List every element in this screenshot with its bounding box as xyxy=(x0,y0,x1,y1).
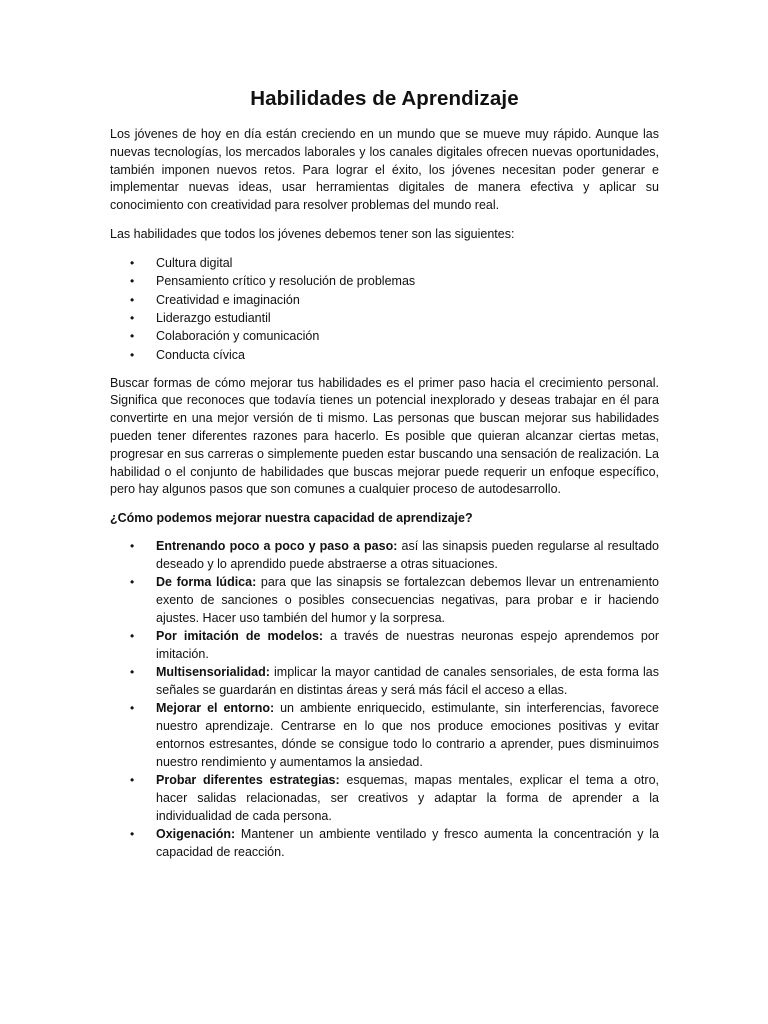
tip-text: así las sinapsis pueden regularse al resultado deseado y lo aprendido puede abstraerse a otras situaciones. xyxy=(156,538,659,571)
skill-label: Cultura digital xyxy=(156,255,233,270)
tip-term: Multisensorialidad: xyxy=(156,665,270,680)
tip-text: un ambiente enriquecido, estimulante, sin interferencias, favorece nuestro aprendizaje. Centrarse en lo que nos produce emociones positivas y evitar entornos estresantes, dónde se consigue todo lo contrario a aprender, pues disminuimos nuestro rendimiento y aumentamos la ansiedad. xyxy=(156,701,659,769)
tip-term: De forma lúdica: xyxy=(156,575,257,590)
intro-paragraph: Los jóvenes de hoy en día están creciendo en un mundo que se mueve muy rápido. Aunque las nuevas tecnologías, los mercados laborales y los canales digitales ofrecen nuevas oportunidades, también imponen nuevos retos. Para lograr el éxito, los jóvenes necesitan poder generar e implementar nuevas ideas, usar herramientas digitales de manera efectiva y aplicar su conocimiento con creatividad para resolver problemas del mundo real. xyxy=(110,127,659,213)
list-item xyxy=(110,664,659,700)
bullet-icon: • xyxy=(130,538,135,553)
bullet-icon: • xyxy=(130,310,135,325)
document-title: Habilidades de Aprendizaje xyxy=(250,87,519,110)
skill-label: Conducta cívica xyxy=(156,347,245,362)
bullet-icon: • xyxy=(130,665,135,680)
list-item xyxy=(110,574,659,627)
tip-term: Mejorar el entorno: xyxy=(156,701,275,716)
question-heading: ¿Cómo podemos mejorar nuestra capacidad de aprendizaje? xyxy=(110,511,473,526)
tip-term: Probar diferentes estrategias: xyxy=(156,773,340,788)
bullet-icon: • xyxy=(130,701,135,716)
skill-label: Colaboración y comunicación xyxy=(156,329,320,344)
list-item xyxy=(110,273,659,291)
tip-text: a través de nuestras neuronas espejo aprendemos por imitación. xyxy=(156,629,659,661)
skills-intro-paragraph: Las habilidades que todos los jóvenes debemos tener son las siguientes: xyxy=(110,226,515,241)
tip-text: esquemas, mapas mentales, explicar el tema a otro, hacer salidas relacionadas, ser creativos y adaptar la forma de aprender a la individualidad de cada persona. xyxy=(156,773,659,823)
bullet-icon: • xyxy=(130,347,135,362)
tip-term: Oxigenación: xyxy=(156,827,236,842)
skill-label: Creatividad e imaginación xyxy=(156,292,300,307)
skill-label: Liderazgo estudiantil xyxy=(156,310,271,325)
bullet-icon: • xyxy=(130,575,135,590)
list-item xyxy=(110,826,659,862)
list-item xyxy=(110,292,659,310)
tips-list xyxy=(110,538,659,862)
tip-term: Por imitación de modelos: xyxy=(156,629,324,644)
list-item xyxy=(110,255,659,273)
bullet-icon: • xyxy=(130,274,135,289)
skills-list xyxy=(110,255,659,365)
growth-paragraph: Buscar formas de cómo mejorar tus habilidades es el primer paso hacia el crecimiento personal. Significa que reconoces que todavía tienes un potencial inexplorado y deseas trabajar en él para convertirte en una mejor versión de ti mismo. Las personas que buscan mejorar sus habilidades pueden tener diferentes razones para hacerlo. Es posible que quieran alcanzar ciertas metas, progresar en sus carreras o simplemente pueden estar buscando una sensación de realización. La habilidad o el conjunto de habilidades que buscas mejorar puede requerir un enfoque específico, pero hay algunos pasos que son comunes a cualquier proceso de autodesarrollo. xyxy=(110,375,659,497)
list-item xyxy=(110,347,659,365)
document-page xyxy=(110,86,659,872)
list-item xyxy=(110,772,659,825)
tip-text: para que las sinapsis se fortalezcan debemos llevar un entrenamiento exento de sanciones o posibles consecuencias negativas, para probar e ir haciendo ajustes. Hacer uso también del humor y la sorpresa. xyxy=(156,575,659,625)
list-item xyxy=(110,538,659,574)
list-item xyxy=(110,700,659,771)
list-item xyxy=(110,628,659,664)
bullet-icon: • xyxy=(130,827,135,842)
skill-label: Pensamiento crítico y resolución de problemas xyxy=(156,274,416,289)
bullet-icon: • xyxy=(130,629,135,644)
tip-term: Entrenando poco a poco y paso a paso: xyxy=(156,538,398,553)
list-item xyxy=(110,310,659,328)
tip-text: implicar la mayor cantidad de canales sensoriales, de esta forma las señales se guardarán en distintas áreas y será más fácil el acceso a ellas. xyxy=(156,665,659,698)
bullet-icon: • xyxy=(130,329,135,344)
bullet-icon: • xyxy=(130,255,135,270)
list-item xyxy=(110,328,659,346)
bullet-icon: • xyxy=(130,292,135,307)
bullet-icon: • xyxy=(130,773,135,788)
tip-text: Mantener un ambiente ventilado y fresco aumenta la concentración y la capacidad de reacción. xyxy=(156,827,659,860)
